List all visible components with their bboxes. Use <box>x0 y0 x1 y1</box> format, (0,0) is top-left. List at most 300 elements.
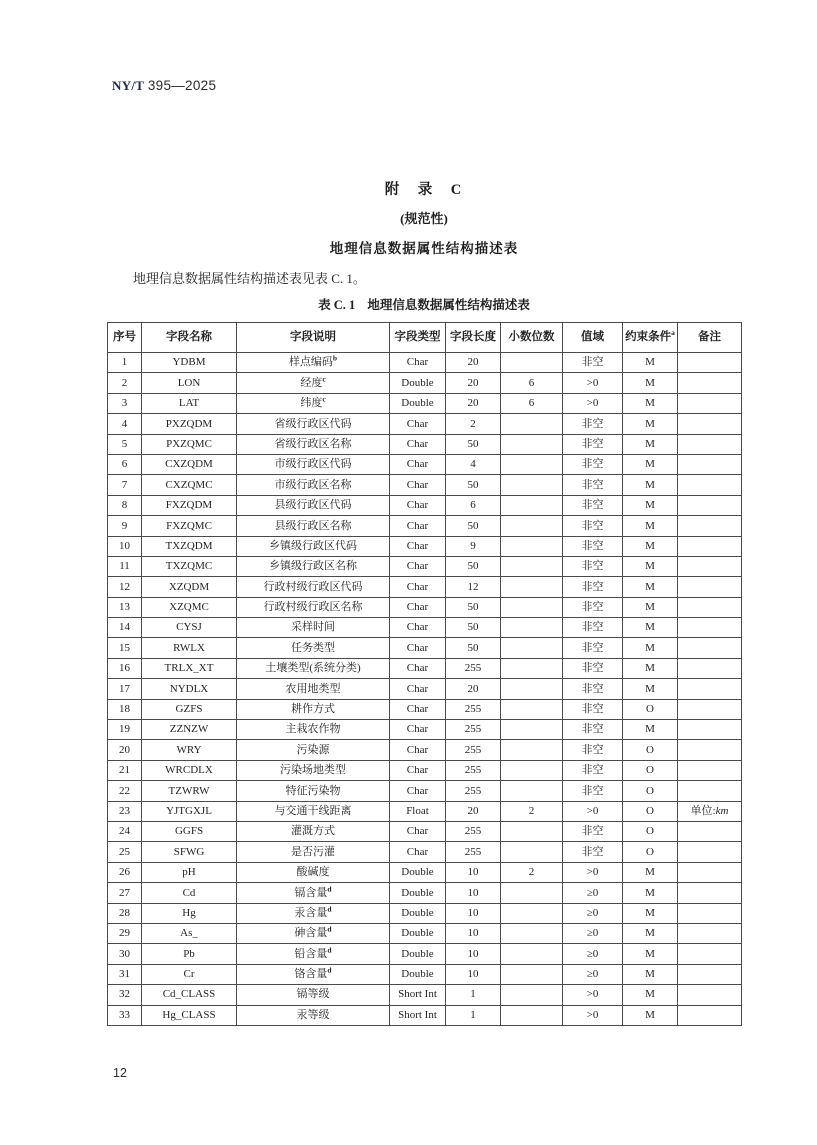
cell-cons: M <box>623 577 678 597</box>
cell-desc: 汞等级 <box>237 1005 390 1025</box>
cell-cons: M <box>623 516 678 536</box>
cell-dec <box>501 923 563 943</box>
cell-range: >0 <box>563 862 623 882</box>
cell-type: Char <box>390 618 446 638</box>
cell-dec: 2 <box>501 862 563 882</box>
cell-no: 4 <box>108 414 142 434</box>
cell-remark: 单位:km <box>678 801 742 821</box>
cell-cons: M <box>623 883 678 903</box>
cell-dec: 2 <box>501 801 563 821</box>
cell-name: YDBM <box>142 353 237 373</box>
cell-type: Char <box>390 679 446 699</box>
table-row <box>108 740 742 760</box>
cell-desc: 镉含量$^d$ <box>237 883 390 903</box>
table-row <box>108 638 742 658</box>
table-row <box>108 658 742 678</box>
cell-remark <box>678 760 742 780</box>
cell-cons: M <box>623 454 678 474</box>
cell-desc: 是否污灌 <box>237 842 390 862</box>
cell-cons: M <box>623 393 678 413</box>
cell-range: ≥0 <box>563 923 623 943</box>
cell-range: 非空 <box>563 516 623 536</box>
intro-paragraph: 地理信息数据属性结构描述表见表 C. 1。 <box>133 271 366 286</box>
cell-len: 10 <box>446 903 501 923</box>
cell-cons: M <box>623 618 678 638</box>
cell-dec <box>501 597 563 617</box>
cell-range: 非空 <box>563 475 623 495</box>
cell-dec <box>501 618 563 638</box>
cell-range: 非空 <box>563 821 623 841</box>
cell-cons: M <box>623 944 678 964</box>
cell-no: 22 <box>108 781 142 801</box>
cell-no: 3 <box>108 393 142 413</box>
cell-no: 32 <box>108 985 142 1005</box>
cell-range: 非空 <box>563 434 623 454</box>
cell-cons: M <box>623 353 678 373</box>
appendix-normative-label: (规范性) <box>400 211 448 226</box>
table-row <box>108 883 742 903</box>
cell-no: 30 <box>108 944 142 964</box>
cell-desc: 镉等级 <box>237 985 390 1005</box>
cell-cons: M <box>623 414 678 434</box>
cell-cons: M <box>623 556 678 576</box>
cell-name: RWLX <box>142 638 237 658</box>
table-row <box>108 964 742 984</box>
cell-dec <box>501 821 563 841</box>
standard-number-label: 395—2025 <box>147 78 217 93</box>
cell-name: ZZNZW <box>142 720 237 740</box>
cell-len: 50 <box>446 597 501 617</box>
cell-remark <box>678 679 742 699</box>
cell-no: 10 <box>108 536 142 556</box>
cell-remark <box>678 821 742 841</box>
cell-type: Double <box>390 373 446 393</box>
cell-name: XZQDM <box>142 577 237 597</box>
cell-range: 非空 <box>563 699 623 719</box>
cell-no: 9 <box>108 516 142 536</box>
cell-remark <box>678 434 742 454</box>
cell-desc: 行政村级行政区代码 <box>237 577 390 597</box>
cell-cons: M <box>623 597 678 617</box>
cell-name: TXZQDM <box>142 536 237 556</box>
cell-dec <box>501 495 563 515</box>
cell-desc: 经度$^c$ <box>237 373 390 393</box>
cell-range: 非空 <box>563 414 623 434</box>
cell-range: >0 <box>563 1005 623 1025</box>
cell-len: 12 <box>446 577 501 597</box>
cell-len: 10 <box>446 944 501 964</box>
table-caption-label: 表 C. 1 <box>318 298 356 312</box>
cell-cons: O <box>623 842 678 862</box>
cell-name: TXZQMC <box>142 556 237 576</box>
column-header-name: 字段名称 <box>142 323 237 353</box>
table-row <box>108 597 742 617</box>
cell-cons: M <box>623 985 678 1005</box>
cell-no: 24 <box>108 821 142 841</box>
page-number: 12 <box>113 1066 127 1080</box>
table-row <box>108 393 742 413</box>
cell-len: 20 <box>446 373 501 393</box>
cell-dec <box>501 414 563 434</box>
cell-range: >0 <box>563 801 623 821</box>
cell-range: 非空 <box>563 495 623 515</box>
cell-type: Char <box>390 516 446 536</box>
cell-name: TZWRW <box>142 781 237 801</box>
cell-remark <box>678 740 742 760</box>
cell-type: Char <box>390 556 446 576</box>
cell-cons: M <box>623 862 678 882</box>
table-header <box>108 323 742 353</box>
table-row <box>108 516 742 536</box>
cell-dec <box>501 679 563 699</box>
cell-remark <box>678 373 742 393</box>
cell-no: 7 <box>108 475 142 495</box>
cell-name: WRCDLX <box>142 760 237 780</box>
table-row <box>108 679 742 699</box>
column-header-desc: 字段说明 <box>237 323 390 353</box>
cell-remark <box>678 597 742 617</box>
cell-remark <box>678 454 742 474</box>
cell-range: >0 <box>563 373 623 393</box>
cell-type: Char <box>390 658 446 678</box>
cell-remark <box>678 414 742 434</box>
cell-cons: M <box>623 679 678 699</box>
cell-remark <box>678 862 742 882</box>
cell-dec <box>501 536 563 556</box>
cell-len: 1 <box>446 985 501 1005</box>
cell-desc: 铅含量$^d$ <box>237 944 390 964</box>
cell-dec <box>501 699 563 719</box>
cell-no: 25 <box>108 842 142 862</box>
cell-type: Char <box>390 720 446 740</box>
cell-no: 31 <box>108 964 142 984</box>
cell-desc: 采样时间 <box>237 618 390 638</box>
cell-type: Double <box>390 393 446 413</box>
cell-cons: O <box>623 740 678 760</box>
cell-no: 14 <box>108 618 142 638</box>
cell-len: 50 <box>446 556 501 576</box>
cell-no: 20 <box>108 740 142 760</box>
column-header-remark: 备注 <box>678 323 742 353</box>
cell-type: Float <box>390 801 446 821</box>
cell-type: Char <box>390 760 446 780</box>
cell-no: 23 <box>108 801 142 821</box>
cell-type: Char <box>390 577 446 597</box>
cell-name: Cr <box>142 964 237 984</box>
attribute-structure-table <box>107 322 742 1026</box>
cell-cons: M <box>623 475 678 495</box>
cell-cons: M <box>623 903 678 923</box>
cell-type: Double <box>390 944 446 964</box>
cell-remark <box>678 903 742 923</box>
cell-name: Pb <box>142 944 237 964</box>
cell-range: 非空 <box>563 577 623 597</box>
cell-name: TRLX_XT <box>142 658 237 678</box>
cell-desc: 酸碱度 <box>237 862 390 882</box>
cell-dec <box>501 985 563 1005</box>
cell-len: 20 <box>446 679 501 699</box>
cell-cons: O <box>623 781 678 801</box>
cell-cons: M <box>623 638 678 658</box>
cell-no: 5 <box>108 434 142 454</box>
cell-remark <box>678 516 742 536</box>
cell-desc: 省级行政区代码 <box>237 414 390 434</box>
standard-prefix-label: NY/T <box>112 78 145 93</box>
table-row <box>108 495 742 515</box>
cell-len: 20 <box>446 801 501 821</box>
header-row <box>108 323 742 353</box>
table-row <box>108 801 742 821</box>
cell-name: SFWG <box>142 842 237 862</box>
cell-remark <box>678 985 742 1005</box>
cell-type: Char <box>390 597 446 617</box>
cell-remark <box>678 577 742 597</box>
cell-type: Char <box>390 536 446 556</box>
cell-desc: 与交通干线距离 <box>237 801 390 821</box>
cell-range: 非空 <box>563 740 623 760</box>
cell-desc: 市级行政区名称 <box>237 475 390 495</box>
cell-desc: 县级行政区名称 <box>237 516 390 536</box>
cell-type: Char <box>390 821 446 841</box>
cell-len: 50 <box>446 475 501 495</box>
cell-remark <box>678 556 742 576</box>
table-row <box>108 781 742 801</box>
table-row <box>108 944 742 964</box>
cell-len: 10 <box>446 862 501 882</box>
cell-type: Char <box>390 475 446 495</box>
table-row <box>108 842 742 862</box>
cell-desc: 乡镇级行政区代码 <box>237 536 390 556</box>
cell-no: 15 <box>108 638 142 658</box>
cell-len: 4 <box>446 454 501 474</box>
cell-desc: 砷含量$^d$ <box>237 923 390 943</box>
cell-remark <box>678 638 742 658</box>
cell-range: ≥0 <box>563 964 623 984</box>
cell-len: 50 <box>446 618 501 638</box>
column-header-cons: 约束条件$^a$ <box>623 323 678 353</box>
table-row <box>108 903 742 923</box>
table-row <box>108 985 742 1005</box>
cell-no: 28 <box>108 903 142 923</box>
table-caption <box>107 295 741 313</box>
cell-type: Char <box>390 699 446 719</box>
column-header-no: 序号 <box>108 323 142 353</box>
cell-remark <box>678 1005 742 1025</box>
cell-name: WRY <box>142 740 237 760</box>
cell-desc: 纬度$^c$ <box>237 393 390 413</box>
cell-range: 非空 <box>563 536 623 556</box>
table-row <box>108 475 742 495</box>
cell-no: 16 <box>108 658 142 678</box>
table-row <box>108 720 742 740</box>
column-header-dec: 小数位数 <box>501 323 563 353</box>
cell-dec <box>501 944 563 964</box>
cell-remark <box>678 883 742 903</box>
cell-dec: 6 <box>501 373 563 393</box>
cell-type: Char <box>390 353 446 373</box>
cell-dec <box>501 577 563 597</box>
cell-dec <box>501 842 563 862</box>
cell-dec <box>501 720 563 740</box>
cell-type: Double <box>390 964 446 984</box>
cell-desc: 耕作方式 <box>237 699 390 719</box>
cell-dec <box>501 556 563 576</box>
cell-type: Char <box>390 842 446 862</box>
standard-number <box>112 78 216 94</box>
cell-dec <box>501 760 563 780</box>
table-row <box>108 862 742 882</box>
appendix-name: 地理信息数据属性结构描述表 <box>329 241 519 256</box>
cell-dec <box>501 516 563 536</box>
cell-len: 6 <box>446 495 501 515</box>
table-row <box>108 821 742 841</box>
cell-remark <box>678 781 742 801</box>
cell-dec <box>501 475 563 495</box>
cell-name: XZQMC <box>142 597 237 617</box>
cell-range: 非空 <box>563 618 623 638</box>
cell-len: 10 <box>446 883 501 903</box>
table-row <box>108 618 742 638</box>
table-row <box>108 414 742 434</box>
cell-no: 26 <box>108 862 142 882</box>
cell-type: Double <box>390 903 446 923</box>
cell-no: 2 <box>108 373 142 393</box>
cell-remark <box>678 699 742 719</box>
table-row <box>108 434 742 454</box>
table-row <box>108 536 742 556</box>
cell-no: 33 <box>108 1005 142 1025</box>
cell-remark <box>678 495 742 515</box>
cell-remark <box>678 353 742 373</box>
cell-len: 255 <box>446 842 501 862</box>
cell-desc: 县级行政区代码 <box>237 495 390 515</box>
cell-remark <box>678 842 742 862</box>
cell-dec <box>501 1005 563 1025</box>
cell-desc: 铬含量$^d$ <box>237 964 390 984</box>
cell-cons: M <box>623 536 678 556</box>
table-row <box>108 1005 742 1025</box>
cell-dec <box>501 658 563 678</box>
cell-cons: M <box>623 658 678 678</box>
cell-cons: M <box>623 720 678 740</box>
cell-range: 非空 <box>563 781 623 801</box>
cell-dec <box>501 781 563 801</box>
cell-name: FXZQDM <box>142 495 237 515</box>
cell-range: ≥0 <box>563 903 623 923</box>
cell-desc: 特征污染物 <box>237 781 390 801</box>
cell-type: Char <box>390 434 446 454</box>
table-row <box>108 454 742 474</box>
table-row <box>108 760 742 780</box>
cell-desc: 主栽农作物 <box>237 720 390 740</box>
column-header-range: 值域 <box>563 323 623 353</box>
cell-range: 非空 <box>563 597 623 617</box>
cell-no: 29 <box>108 923 142 943</box>
cell-desc: 灌溉方式 <box>237 821 390 841</box>
cell-name: CXZQDM <box>142 454 237 474</box>
cell-name: PXZQDM <box>142 414 237 434</box>
cell-len: 20 <box>446 393 501 413</box>
cell-cons: O <box>623 801 678 821</box>
cell-remark <box>678 536 742 556</box>
cell-name: LON <box>142 373 237 393</box>
cell-name: Hg_CLASS <box>142 1005 237 1025</box>
appendix-title: 附 录 C <box>384 182 464 198</box>
cell-no: 13 <box>108 597 142 617</box>
cell-dec <box>501 740 563 760</box>
cell-cons: O <box>623 760 678 780</box>
cell-desc: 市级行政区代码 <box>237 454 390 474</box>
cell-type: Char <box>390 740 446 760</box>
cell-remark <box>678 720 742 740</box>
cell-type: Char <box>390 454 446 474</box>
cell-type: Double <box>390 883 446 903</box>
cell-len: 50 <box>446 638 501 658</box>
cell-desc: 行政村级行政区名称 <box>237 597 390 617</box>
cell-type: Short Int <box>390 1005 446 1025</box>
cell-len: 10 <box>446 964 501 984</box>
cell-remark <box>678 944 742 964</box>
cell-dec <box>501 964 563 984</box>
cell-len: 255 <box>446 740 501 760</box>
cell-cons: M <box>623 495 678 515</box>
cell-type: Char <box>390 495 446 515</box>
cell-name: As_ <box>142 923 237 943</box>
cell-name: NYDLX <box>142 679 237 699</box>
cell-remark <box>678 618 742 638</box>
cell-desc: 土壤类型(系统分类) <box>237 658 390 678</box>
cell-len: 255 <box>446 720 501 740</box>
cell-cons: M <box>623 434 678 454</box>
table-body <box>108 353 742 1026</box>
cell-name: LAT <box>142 393 237 413</box>
table-row <box>108 373 742 393</box>
cell-cons: M <box>623 964 678 984</box>
cell-len: 50 <box>446 516 501 536</box>
cell-len: 255 <box>446 821 501 841</box>
cell-desc: 污染源 <box>237 740 390 760</box>
cell-desc: 农用地类型 <box>237 679 390 699</box>
cell-dec: 6 <box>501 393 563 413</box>
cell-len: 255 <box>446 658 501 678</box>
table-row <box>108 577 742 597</box>
cell-range: 非空 <box>563 556 623 576</box>
cell-len: 10 <box>446 923 501 943</box>
table-row <box>108 353 742 373</box>
cell-remark <box>678 923 742 943</box>
cell-no: 27 <box>108 883 142 903</box>
cell-len: 255 <box>446 760 501 780</box>
cell-type: Char <box>390 638 446 658</box>
cell-desc: 汞含量$^d$ <box>237 903 390 923</box>
cell-no: 6 <box>108 454 142 474</box>
cell-name: GGFS <box>142 821 237 841</box>
cell-remark <box>678 475 742 495</box>
cell-len: 50 <box>446 434 501 454</box>
cell-no: 21 <box>108 760 142 780</box>
cell-len: 255 <box>446 699 501 719</box>
cell-no: 1 <box>108 353 142 373</box>
cell-remark <box>678 393 742 413</box>
cell-type: Short Int <box>390 985 446 1005</box>
cell-range: ≥0 <box>563 944 623 964</box>
cell-type: Char <box>390 781 446 801</box>
cell-len: 20 <box>446 353 501 373</box>
cell-type: Double <box>390 923 446 943</box>
cell-range: 非空 <box>563 679 623 699</box>
cell-len: 9 <box>446 536 501 556</box>
column-header-len: 字段长度 <box>446 323 501 353</box>
